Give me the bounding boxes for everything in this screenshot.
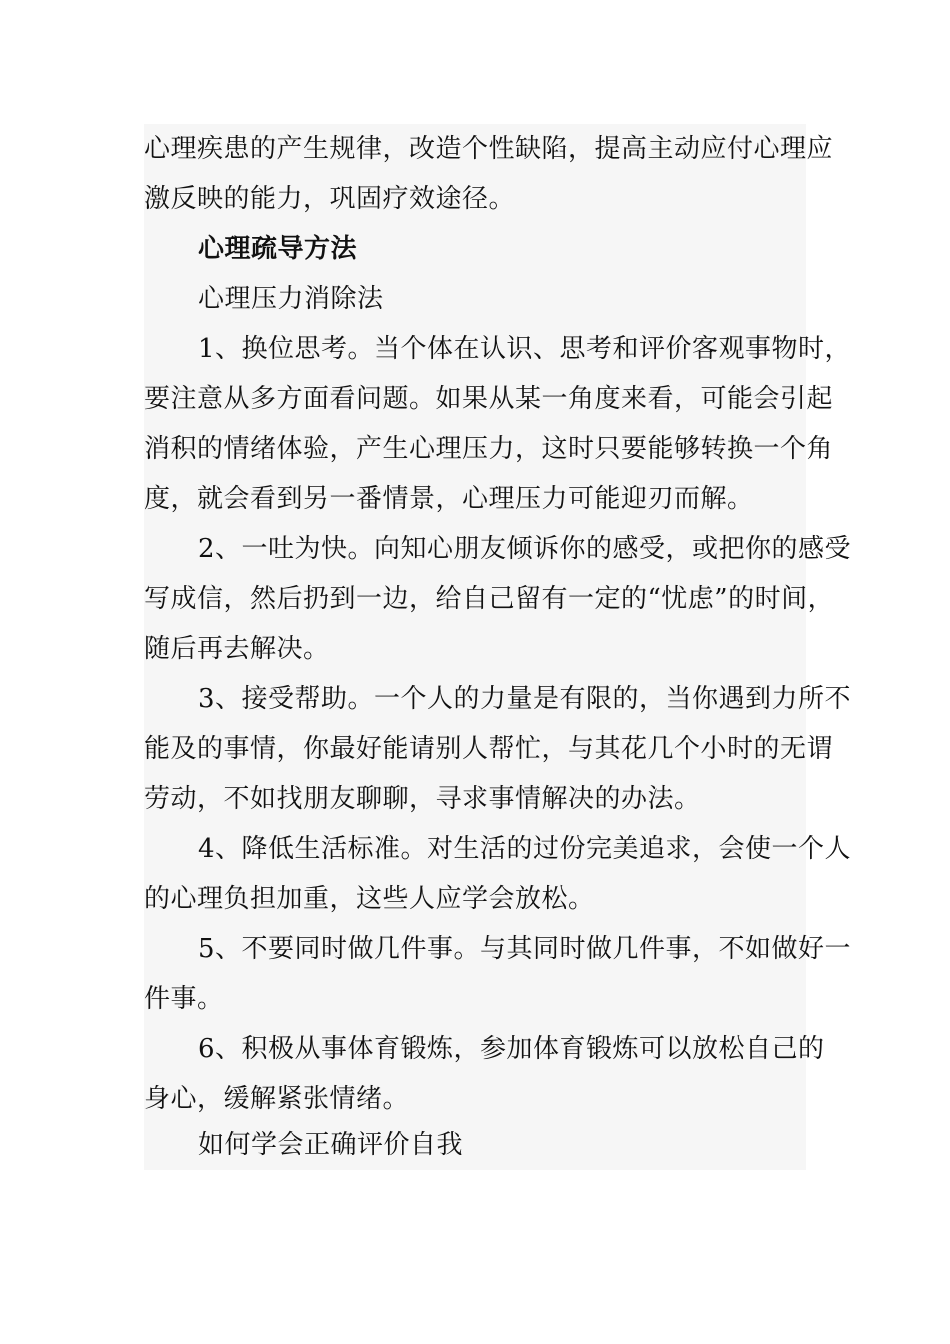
- item-3-line-3: 劳动，不如找朋友聊聊，寻求事情解决的办法。: [144, 784, 701, 814]
- item-4-line-1: 4、降低生活标准。对生活的过份完美追求，会使一个人: [198, 834, 852, 864]
- document-text-block: [144, 124, 852, 1170]
- paragraph-1-line-1: 心理疾患的产生规律，改造个性缺陷，提高主动应付心理应: [144, 134, 834, 164]
- item-6-line-2: 身心，缓解紧张情绪。: [144, 1084, 410, 1114]
- item-2-line-2: 写成信，然后扔到一边，给自己留有一定的“忧虑”的时间，: [144, 584, 835, 614]
- item-1-line-2: 要注意从多方面看问题。如果从某一角度来看，可能会引起: [144, 384, 834, 414]
- section-heading: 心理疏导方法: [198, 234, 358, 264]
- subsection-title: 心理压力消除法: [198, 284, 384, 314]
- paragraph-1-line-2: 激反映的能力，巩固疗效途径。: [144, 184, 516, 214]
- item-5-line-1: 5、不要同时做几件事。与其同时做几件事，不如做好一: [198, 934, 852, 964]
- item-3-line-1: 3、接受帮助。一个人的力量是有限的，当你遇到力所不: [198, 684, 852, 714]
- item-6-line-1: 6、积极从事体育锻炼，参加体育锻炼可以放松自己的: [198, 1034, 825, 1064]
- item-3-line-2: 能及的事情，你最好能请别人帮忙，与其花几个小时的无谓: [144, 734, 834, 764]
- item-2-line-1: 2、一吐为快。向知心朋友倾诉你的感受，或把你的感受: [198, 534, 852, 564]
- item-1-line-4: 度，就会看到另一番情景，心理压力可能迎刃而解。: [144, 484, 754, 514]
- closing-title: 如何学会正确评价自我: [198, 1130, 464, 1160]
- item-4-line-2: 的心理负担加重，这些人应学会放松。: [144, 884, 595, 914]
- item-1-line-1: 1、换位思考。当个体在认识、思考和评价客观事物时，: [198, 334, 852, 364]
- item-1-line-3: 消积的情绪体验，产生心理压力，这时只要能够转换一个角: [144, 434, 834, 464]
- item-2-line-3: 随后再去解决。: [144, 634, 330, 664]
- item-5-line-2: 件事。: [144, 984, 224, 1014]
